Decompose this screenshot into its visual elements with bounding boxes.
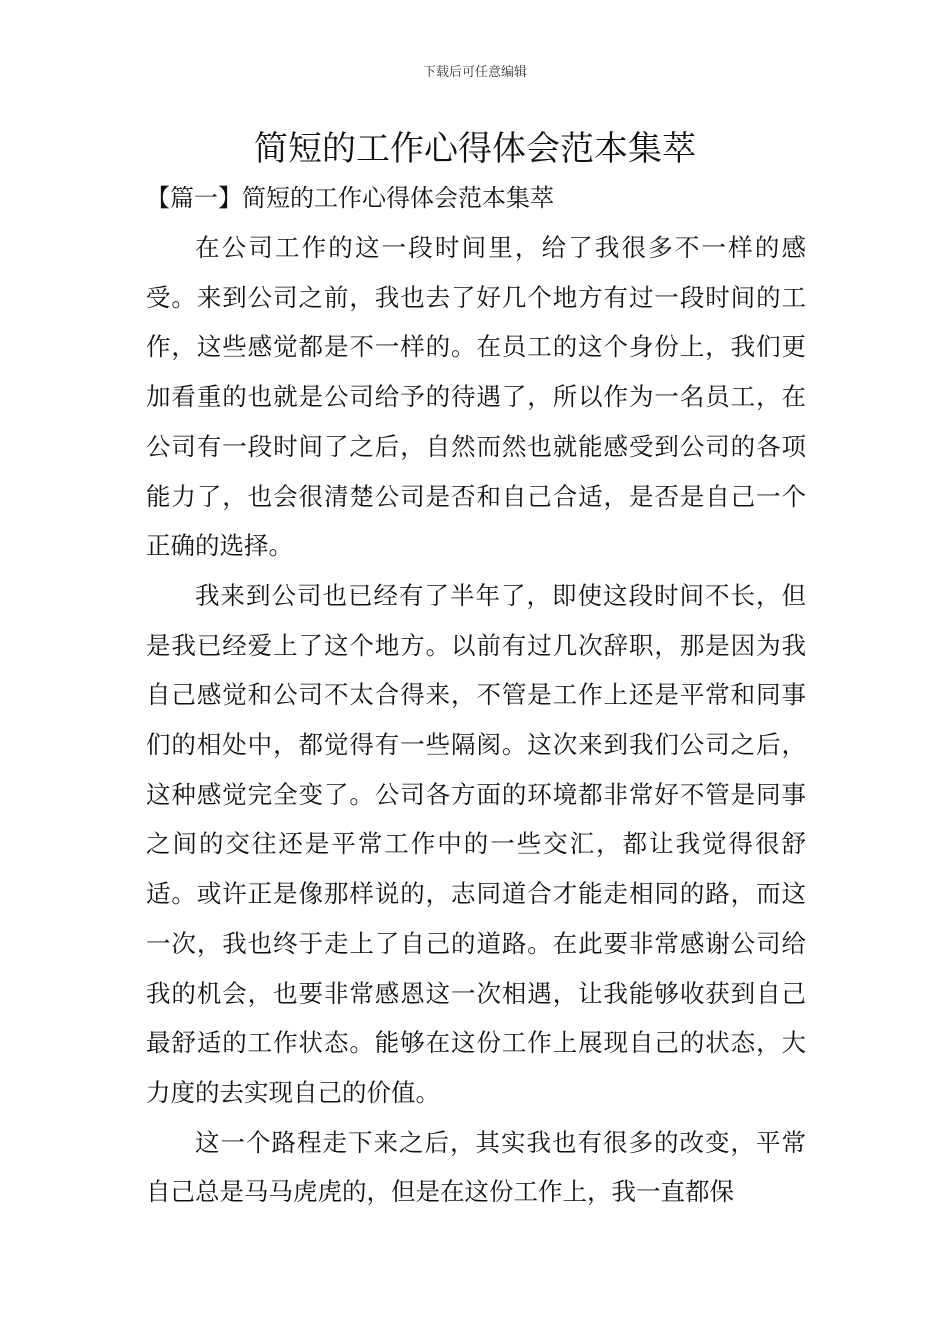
body-text <box>146 223 806 1217</box>
header-note: 下载后可任意编辑 <box>422 65 527 80</box>
paragraph-1: 在公司工作的这一段时间里，给了我很多不一样的感受。来到公司之前，我也去了好几个地方有过一段时间的工作，这些感觉都是不一样的。在员工的这个身份上，我们更加看重的也就是公司给予的待遇了，所以作为一名员工，在公司有一段时间了之后，自然而然也就能感受到公司的各项能力了，也会很清楚公司是否和自己合适，是否是自己一个正确的选择。 <box>146 233 806 561</box>
paragraph-3: 这一个路程走下来之后，其实我也有很多的改变，平常自己总是马马虎虎的，但是在这份工作上，我一直都保 <box>146 1127 806 1207</box>
paragraph-2: 我来到公司也已经有了半年了，即使这段时间不长，但是我已经爱上了这个地方。以前有过几次辞职，那是因为我自己感觉和公司不太合得来，不管是工作上还是平常和同事们的相处中，都觉得有一些隔阂。这次来到我们公司之后，这种感觉完全变了。公司各方面的环境都非常好不管是同事之间的交往还是平常工作中的一些交汇，都让我觉得很舒适。或许正是像那样说的，志同道合才能走相同的路，而这一次，我也终于走上了自己的道路。在此要非常感谢公司给我的机会，也要非常感恩这一次相遇，让我能够收获到自己最舒适的工作状态。能够在这份工作上展现自己的状态，大力度的去实现自己的价值。 <box>146 580 806 1107</box>
section-heading: 【篇一】简短的工作心得体会范本集萃 <box>146 184 554 212</box>
document-title: 简短的工作心得体会范本集萃 <box>254 129 696 169</box>
